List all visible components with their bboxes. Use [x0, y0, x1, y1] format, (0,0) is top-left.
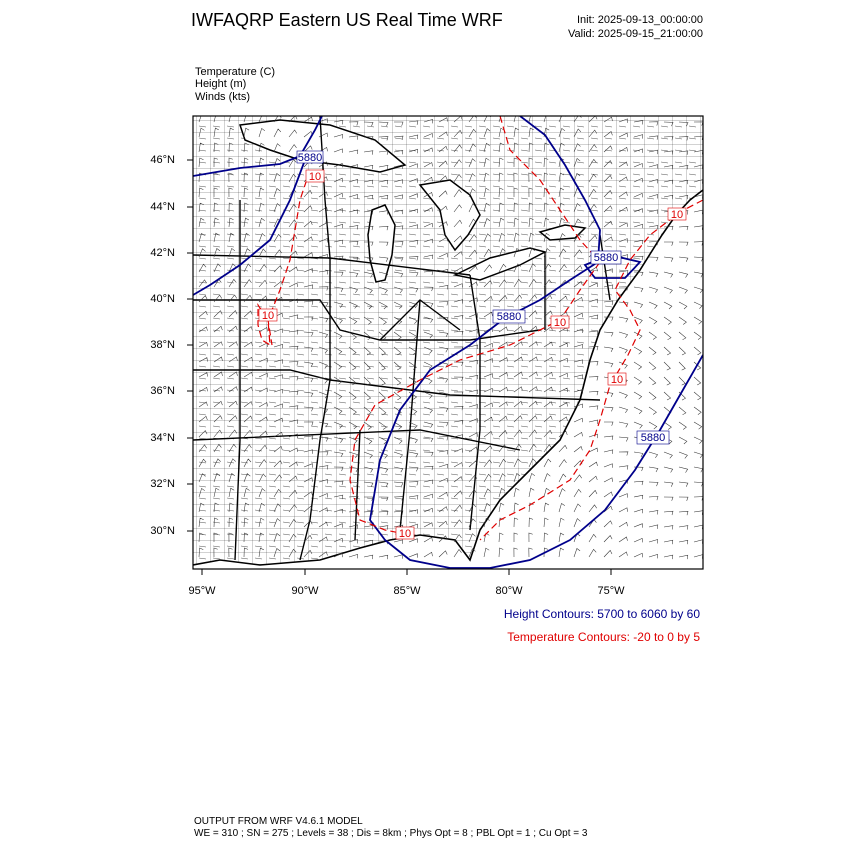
field-winds: Winds (kts) [195, 91, 250, 103]
lon-label-95w: 95°W [188, 585, 216, 597]
temp-label-1: 10 [308, 171, 322, 183]
field-temperature: Temperature (C) [195, 66, 276, 78]
lon-ticks [202, 569, 611, 575]
height-label-1: 5880 [297, 152, 323, 164]
temperature-contour-legend: Temperature Contours: -20 to 0 by 5 [507, 630, 700, 644]
temp-label-4: 10 [553, 317, 567, 329]
lat-label-40n: 40°N [150, 293, 175, 305]
lat-label-44n: 44°N [150, 201, 175, 213]
lon-label-80w: 80°W [495, 585, 523, 597]
lat-label-46n: 46°N [150, 154, 175, 166]
field-height: Height (m) [195, 78, 247, 90]
temp-label-3: 10 [261, 310, 275, 322]
lon-label-85w: 85°W [393, 585, 421, 597]
lat-label-32n: 32°N [150, 478, 175, 490]
lon-label-90w: 90°W [291, 585, 319, 597]
valid-time: Valid: 2025-09-15_21:00:00 [568, 28, 703, 40]
height-label-3: 5880 [496, 311, 522, 323]
lon-label-75w: 75°W [597, 585, 625, 597]
temp-label-6: 10 [398, 528, 412, 540]
height-label-4: 5880 [640, 432, 666, 444]
lat-label-36n: 36°N [150, 385, 175, 397]
temp-label-5: 10 [610, 374, 624, 386]
height-label-2: 5880 [593, 252, 619, 264]
init-time: Init: 2025-09-13_00:00:00 [577, 14, 703, 26]
lat-label-42n: 42°N [150, 247, 175, 259]
lat-ticks [187, 160, 193, 531]
temp-label-2: 10 [670, 209, 684, 221]
map-title: IWFAQRP Eastern US Real Time WRF [191, 10, 503, 30]
model-info-line2: WE = 310 ; SN = 275 ; Levels = 38 ; Dis = 8km ; Phys Opt = 8 ; PBL Opt = 1 ; Cu Opt = 3 [194, 828, 588, 839]
lat-label-34n: 34°N [150, 432, 175, 444]
height-contour-legend: Height Contours: 5700 to 6060 by 60 [503, 607, 700, 621]
lat-label-30n: 30°N [150, 525, 175, 537]
lat-label-38n: 38°N [150, 339, 175, 351]
model-info-line1: OUTPUT FROM WRF V4.6.1 MODEL [194, 816, 363, 827]
